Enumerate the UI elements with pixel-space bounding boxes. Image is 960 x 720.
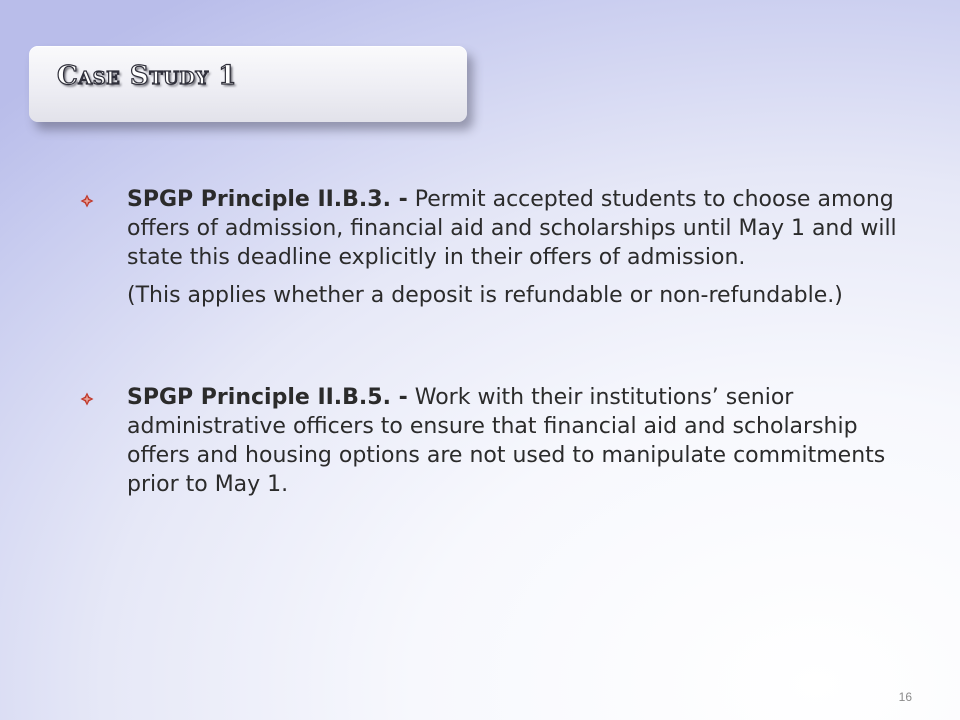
principle-paragraph — [127, 185, 917, 272]
principle-lead: SPGP Principle II.B.3. - — [127, 187, 408, 212]
deposit-note: (This applies whether a deposit is refundable or non-refundable.) — [127, 283, 843, 308]
diamond-bullet-icon — [80, 392, 94, 406]
principle-paragraph — [127, 383, 917, 499]
diamond-bullet-icon — [80, 194, 94, 208]
principle-text: Permit accepted students to choose among offers of admission, financial aid and scholarships until May 1 and will state this deadline explicitly in their offers of admission. — [127, 187, 897, 270]
principle-lead: SPGP Principle II.B.5. - — [127, 385, 408, 410]
slide-title: Case Study 1 — [57, 61, 237, 91]
page-number: 16 — [898, 690, 912, 704]
principle-text: Work with their institutions’ senior administrative officers to ensure that financial aid and scholarship offers and housing options are not used to manipulate commitments prior to May 1. — [127, 385, 886, 497]
